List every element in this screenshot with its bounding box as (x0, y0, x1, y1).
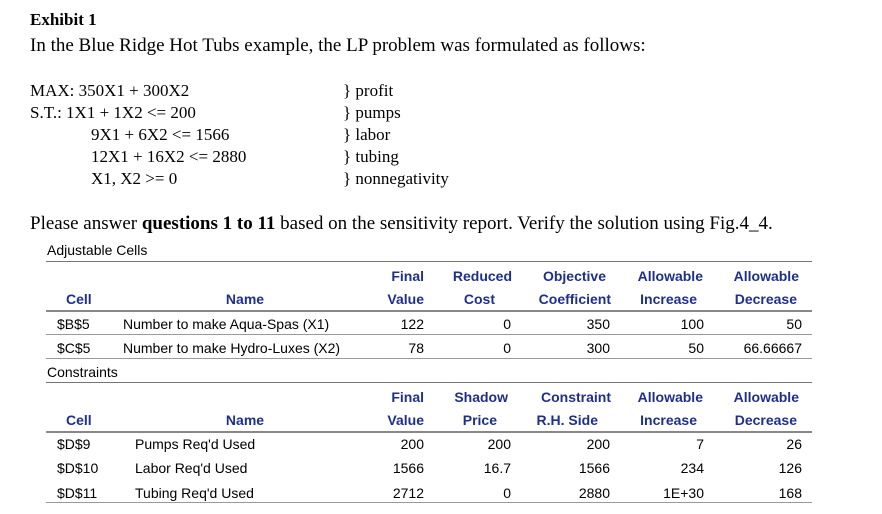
con-row2-final: 1566 (392, 460, 424, 476)
con-header-rule (46, 431, 812, 433)
adj-row1-reduced: 0 (503, 316, 511, 332)
con-header-value: Value (387, 412, 424, 428)
question-prefix: Please answer (30, 213, 142, 234)
question-text (30, 213, 773, 235)
lp-note-nonnegativity: } nonnegativity (343, 169, 449, 188)
con-header-increase: Increase (640, 412, 697, 428)
con-bottom-rule (46, 502, 812, 503)
con-row2-rhs: 1566 (578, 460, 610, 476)
con-header-allowable-dec: Allowable (733, 389, 799, 405)
con-row3-increase: 1E+30 (663, 485, 704, 501)
adj-header-increase: Increase (640, 291, 697, 307)
adj-header-cost: Cost (463, 291, 495, 307)
adj-row1-decrease: 50 (786, 316, 802, 332)
adj-row1-objective: 350 (586, 316, 610, 332)
con-header-final: Final (391, 389, 424, 405)
con-row1-final: 200 (400, 436, 424, 452)
adj-row1-rule (46, 334, 812, 335)
con-row1-increase: 7 (696, 436, 704, 452)
lp-constraint-labor: 9X1 + 6X2 <= 1566 (91, 125, 230, 144)
lp-note-tubing: } tubing (343, 147, 399, 166)
adj-row2-final: 78 (408, 340, 424, 356)
adj-row1-name: Number to make Aqua-Spas (X1) (123, 316, 330, 332)
con-row2-name: Labor Req'd Used (135, 460, 248, 476)
question-bold: questions 1 to 11 (141, 213, 276, 234)
adj-header-cell: Cell (66, 291, 92, 307)
con-row3-decrease: 168 (778, 485, 802, 501)
adj-header-coefficient: Coefficient (538, 291, 611, 307)
adj-row1-increase: 100 (680, 316, 704, 332)
adj-row2-cell: $C$5 (57, 340, 91, 356)
con-header-decrease: Decrease (734, 412, 797, 428)
lp-note-labor: } labor (343, 125, 391, 144)
con-row3-cell: $D$11 (57, 485, 98, 501)
con-row1-decrease: 26 (786, 436, 802, 452)
adj-header-final: Final (391, 268, 424, 284)
adj-header-name: Name (225, 291, 265, 307)
adj-header-allowable-inc: Allowable (637, 268, 703, 284)
con-header-constraint: Constraint (541, 389, 611, 405)
con-row1-shadow: 200 (487, 436, 511, 452)
con-row3-shadow: 0 (503, 485, 511, 501)
adj-row2-increase: 50 (688, 340, 704, 356)
adj-header-value: Value (387, 291, 424, 307)
adj-header-reduced: Reduced (452, 268, 512, 284)
adj-row2-reduced: 0 (503, 340, 511, 356)
con-row1-rhs: 200 (586, 436, 610, 452)
con-row1-cell: $D$9 (57, 436, 91, 452)
lp-nonnegativity: X1, X2 >= 0 (91, 169, 178, 188)
constraints-title-rule (46, 382, 812, 383)
con-header-rhs: R.H. Side (536, 412, 598, 428)
adj-row2-objective: 300 (586, 340, 610, 356)
adj-header-allowable-dec: Allowable (733, 268, 799, 284)
adjustable-title-rule (46, 261, 812, 262)
adj-header-objective: Objective (542, 268, 606, 284)
adjustable-cells-title: Adjustable Cells (47, 242, 148, 258)
con-header-name: Name (225, 412, 265, 428)
lp-constraint-pumps: S.T.: 1X1 + 1X2 <= 200 (30, 103, 196, 122)
adj-row1-final: 122 (400, 316, 424, 332)
con-header-shadow: Shadow (454, 389, 508, 405)
adj-row2-name: Number to make Hydro-Luxes (X2) (123, 340, 341, 356)
con-row3-name: Tubing Req'd Used (135, 485, 254, 501)
con-row2-cell: $D$10 (57, 460, 99, 476)
exhibit-label: Exhibit 1 (30, 10, 97, 29)
adj-row2-rule (46, 358, 812, 359)
adj-header-decrease: Decrease (734, 291, 797, 307)
question-suffix: based on the sensitivity report. Verify the solution using Fig.4_4. (275, 213, 773, 234)
con-header-allowable-inc: Allowable (637, 389, 703, 405)
adj-row1-cell: $B$5 (57, 316, 90, 332)
con-header-cell: Cell (66, 412, 92, 428)
adj-header-rule (46, 310, 812, 312)
con-row3-rhs: 2880 (578, 485, 610, 501)
con-row2-shadow: 16.7 (483, 460, 511, 476)
lp-objective: MAX: 350X1 + 300X2 (30, 81, 190, 100)
con-row3-final: 2712 (392, 485, 424, 501)
con-row2-decrease: 126 (778, 460, 802, 476)
con-header-price: Price (462, 412, 497, 428)
intro-text: In the Blue Ridge Hot Tubs example, the LP problem was formulated as follows: (30, 35, 646, 56)
lp-note-pumps: } pumps (343, 103, 401, 122)
con-row1-name: Pumps Req'd Used (135, 436, 256, 452)
adj-row2-decrease: 66.66667 (743, 340, 802, 356)
constraints-title: Constraints (47, 364, 118, 380)
con-row2-increase: 234 (680, 460, 704, 476)
lp-note-profit: } profit (343, 81, 394, 100)
lp-constraint-tubing: 12X1 + 16X2 <= 2880 (91, 147, 247, 166)
